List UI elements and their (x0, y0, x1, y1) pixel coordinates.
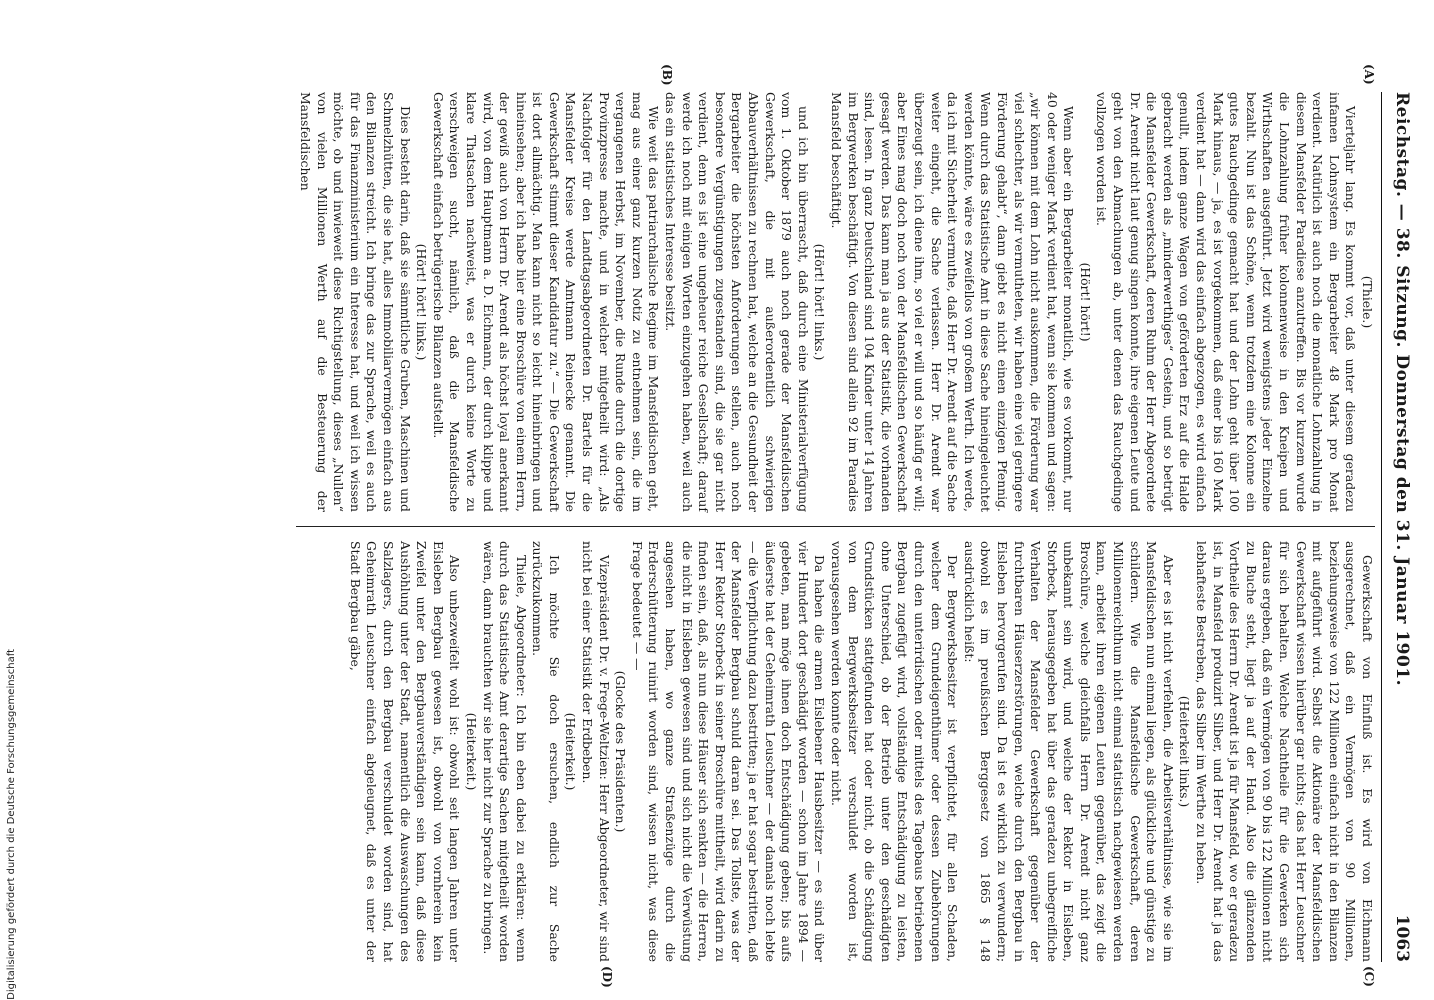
page-header (1381, 92, 1412, 962)
remark-line: (Hört! hört! links.) (414, 243, 430, 361)
credit-text: Digitalisierung gefördert durch die Deutsche Forschungsgemeinschaft (5, 649, 17, 1000)
paragraph: Da haben die armen Eislebener Hausbesitzer — es sind über vier Hundert dort geschädigt worden — schon im Jahre 1894 — gebeten, man möge ihnen doch Entschädigung geben; bis aufs äußerste hat der Geheimrath Leuschner — der damals noch lebte — die Verpflichtung dazu bestritten; ja er hat sogar bestritten, daß der Mansfelder Bergbau schuld daran sei. Das Tollste, was der Herr Rektor Storbeck in seiner Broschüre mittheilt, wird darin zu finden sein, daß, als nun diese Häuser sich senkten — die Herren, die nicht in Eisleben gewesen sind und sich nicht die Verwüstung angesehen haben, wo ganze Straßenzüge durch die Erderschütterung ruinirt worden sind, wissen nicht, was diese Frage bedeutet — — (629, 541, 828, 962)
remark-line: (Thiele.) (1360, 275, 1375, 329)
remark-line: (Hört! hört! links.) (812, 243, 828, 361)
right-column (296, 527, 1375, 962)
paragraph: Aber es ist nicht verfehlen, die Arbeitsverhältnisse, wie sie im Mansfeldischen nun einmal liegen, als glückliche und günstige zu schildern. Wie die Mansfeldische Gewerkschaft, deren Millionenreichthum nicht einmal statistisch nachgewiesen werden kann, arbeitet ihren eigenen Leuten gegenüber, das zeigt die Broschüre, welche gleichfalls Herrn Dr. Arendt nicht ganz unbekannt sein wird, und welche der Rektor in Eisleben, Storbeck, herausgegeben hat über das geradezu unbegreifliche Verhalten der Mansfelder Gewerkschaft gegenüber der furchtbaren Häuserzerstörungen, welche durch den Bergbau in Eisleben hervorgerufen sind. Da ist es wirklich zu verwundern; obwohl es im preußischen Berggesetz von 1865 § 148 ausdrücklich heißt: (961, 541, 1176, 962)
margin-marker-a: (A) (1362, 64, 1376, 85)
margin-marker-b: (B) (660, 64, 674, 86)
paragraph: Wenn aber ein Bergarbeiter monatlich, wie es vorkommt, nur 40 oder weniger Mark verdient hat, wenn sie kommen und sagen: „wir können mit dem Lohn nicht auskommen, die Förderung war viel schlechter, als wir vermutheten, wir haben eine viel geringere Förderung gehabt“, dann giebt es nicht einen einzigen Pfennig. Wenn durch das Statistische Amt in diese Sache hineingeleuchtet werden könnte, wäre es zweifellos von großem Werth. Ich werde, da ich mit Sicherheit vermuthe, daß Herr Dr. Arendt auf die Sache weiter eingeht, die Sache verlassen. Herr Dr. Arendt war überzeugt sein, ich diene ihm, so viel er will und so häufig er will; aber Eines mag doch noch von der Mansfeldischen Gewerkschaft gesagt werden. Das kann man ja aus der Statistik, die vorhanden sind, lesen. In ganz Deutschland sind 104 Kinder unter 14 Jahren im Bergwerken beschäftigt. Von diesen sind allein 92 im Paradies Mansfeld beschäftigt. (829, 92, 1077, 512)
remark-line: (Heiterkeit links.) (1177, 695, 1193, 808)
paragraph: Wie weit das patriarchalische Regime im Mansfeldischen geht, mag aus einer ganz kurzen Notiz zu entnehmen sein, die im vergangenen Herbst, im November, die Runde durch die dortige Provinzpresse machte, und in welcher mitgetheilt wird: „Als Nachfolger für den Landtagsabgeordneten Dr. Bartels für die Mansfelder Kreise werde Amtmann Reinecke genannt. Die Gewerkschaft stimmt dieser Kandidatur zu.“ — Die Gewerkschaft ist dort allmächtig. Man kann nicht so leicht hineinbringen und hineinsehen; aber ich habe hier eine Broschüre von einem Herrn, der gewiß auch von Herrn Dr. Arendt als höchst loyal anerkannt wird, von dem Hauptmann a. D. Eichmann, der durch klippe und klare Thatsachen nachweist, was er durch keine Worte zu verschweigen sucht, nämlich, daß die Mansfeldische Gewerkschaft einfach betrügerische Bilanzen aufstellt. (430, 92, 662, 512)
running-title: Reichstag. — 38. Sitzung. Donnerstag den 31. Januar 1901. (1392, 92, 1412, 687)
paragraph: Gewerkschaft von Einfluß ist. Es wird von Eichmann ausgerechnet, daß ein Vermögen von 90 Millionen, beziehungsweise von 122 Millionen einfach nicht in den Bilanzen mit aufgeführt wird. Selbst die Aktionäre der Mansfeldischen Gewerkschaft wissen hierüber gar nichts; das hat Herr Leuschner für sich behalten. Welche Nachtheile für die Gewerken sich daraus ergeben, daß ein Vermögen von 90 bis 122 Millionen nicht zu Buche steht, liegt ja auf der Hand. Also die glänzenden Vortheile des Herrn Dr. Arendt ist ja für Mansfeld, wo er geradezu ist, in Mansfeld produzirt Silber, und Herr Dr. Arendt hat ja das lebhafteste Bestreben, das Silber im Werthe zu heben. (1194, 541, 1375, 962)
paragraph: Vizepräsident Dr. v. Frege-Weltzien: Herr Abgeordneter, wir sind nicht bei einer Statistik der Erdbeben. (580, 541, 612, 962)
remark-line: (Heiterkeit.) (563, 712, 579, 791)
text-columns (296, 92, 1375, 962)
paragraph: Ich möchte Sie doch ersuchen, endlich zur Sache zurückzukommen. (530, 541, 562, 962)
paragraph: Also unbezweifelt wohl ist: obwohl seit langen Jahren unter Eisleben Bergbau gewesen ist, obwohl von vornherein kein Zweifel unter den Bergbauverständigen sein kann, daß diese Aushöhlung unter der Stadt, namentlich die Auswaschungen des Salzlagers, durch den Bergbau verschuldet worden sind, hat Geheimrath Leuschner einfach abgeleugnet, daß es unter der Stadt Bergbau gäbe, (347, 541, 463, 962)
paragraph: Der Bergwerksbesitzer ist verpflichtet, für allen Schaden, welcher dem Grundeigenthümer oder dessen Zubehörungen durch den unterirdischen oder mittels des Tagebaus betriebenen Bergbau zugefügt wird, vollständige Entschädigung zu leisten, ohne Unterschied, ob der Betrieb unter den geschädigten Grundstücken stattgefunden hat oder nicht, ob die Schädigung von dem Bergwerksbesitzer verschuldet worden ist, vorausgesehen werden konnte oder nicht. (829, 541, 961, 962)
remark-line: (Glocke des Präsidenten.) (613, 670, 629, 833)
left-column (296, 92, 1375, 527)
margin-marker-c: (C) (1362, 966, 1376, 987)
paragraph: Dies besteht darin, daß sie sämmtliche Gruben, Maschinen und Schmelzhütten, die sie hat, alles Immobiliarvermögen einfach aus den Bilanzen streicht. Ich bringe das zur Sprache, weil es auch für das Finanzministerium ein Interesse hat, und weil ich wissen möchte, ob und inwieweit diese Richtigstellung, dieses „Nullen“ von vielen Millionen Werth auf die Besteuerung der Mansfeldischen (298, 92, 413, 512)
margin-marker-d: (D) (600, 966, 614, 988)
paragraph: und ich bin überrascht, daß durch eine Ministerialverfügung vom 1. Oktober 1879 auch noch gerade der Mansfeldischen Gewerkschaft, die mit außerordentlich schwierigen Abbauverhältnissen zu rechnen hat, welche an die Gesundheit der Bergarbeiter die höchsten Anforderungen stellen, auch noch besondere Vergünstigungen zugestanden sind, die sie gar nicht verdient, denn es ist eine ungeheuer reiche Gesellschaft; darauf werde ich noch mit einigen Worten einzugehen haben, weil auch das ein statistisches Interesse besitzt. (663, 92, 811, 512)
paragraph: Vierteljahr lang. Es kommt vor, daß unter diesem geradezu infamen Lohnsystem ein Bergarbeiter 48 Mark pro Monat verdient. Natürlich ist auch noch die monatliche Lohnzahlung in diesem Mansfelder Paradiese anzutreffen. Bis vor kurzem wurde die Lohnzahlung früher kolonnenweise in den Kneipen und Wirthschaften ausgeführt. Jetzt wird wenigstens jeder Einzelne bezahlt. Nun ist das Schöne, wenn trotzdem eine Kolonne ein gutes Rauchgedinge gemacht hat und der Lohn geht über 100 Mark hinaus, — ja, es ist vorgekommen, daß einer bis 160 Mark verdient hat — dann wird das einfach abgezogen, es wird einfach genullt, indem ganze Wagen von geförderten Erz auf die Halde gebracht werden als „minderwerthiges“ Gestein, und so betrügt die Mansfelder Gewerkschaft, deren Ruhm der Herr Abgeordnete Dr. Arendt nicht laut genug singen konnte, ihre eigenen Leute und geht von den Abmachungen ab, unter denen das Rauchgedinge vollzogen worden ist. (1094, 92, 1359, 512)
remark-line: (Hört! hört!) (1077, 262, 1093, 342)
remark-line: (Heiterkeit.) (463, 712, 479, 791)
page-number: 1063 (1392, 914, 1412, 962)
paragraph: Thiele, Abgeordneter: Ich bin eben dabei zu erklären: wenn durch das Statistische Amt derartige Sachen mitgetheilt worden wären, dann brauchten wir sie hier nicht zur Sprache zu bringen. (480, 541, 529, 962)
